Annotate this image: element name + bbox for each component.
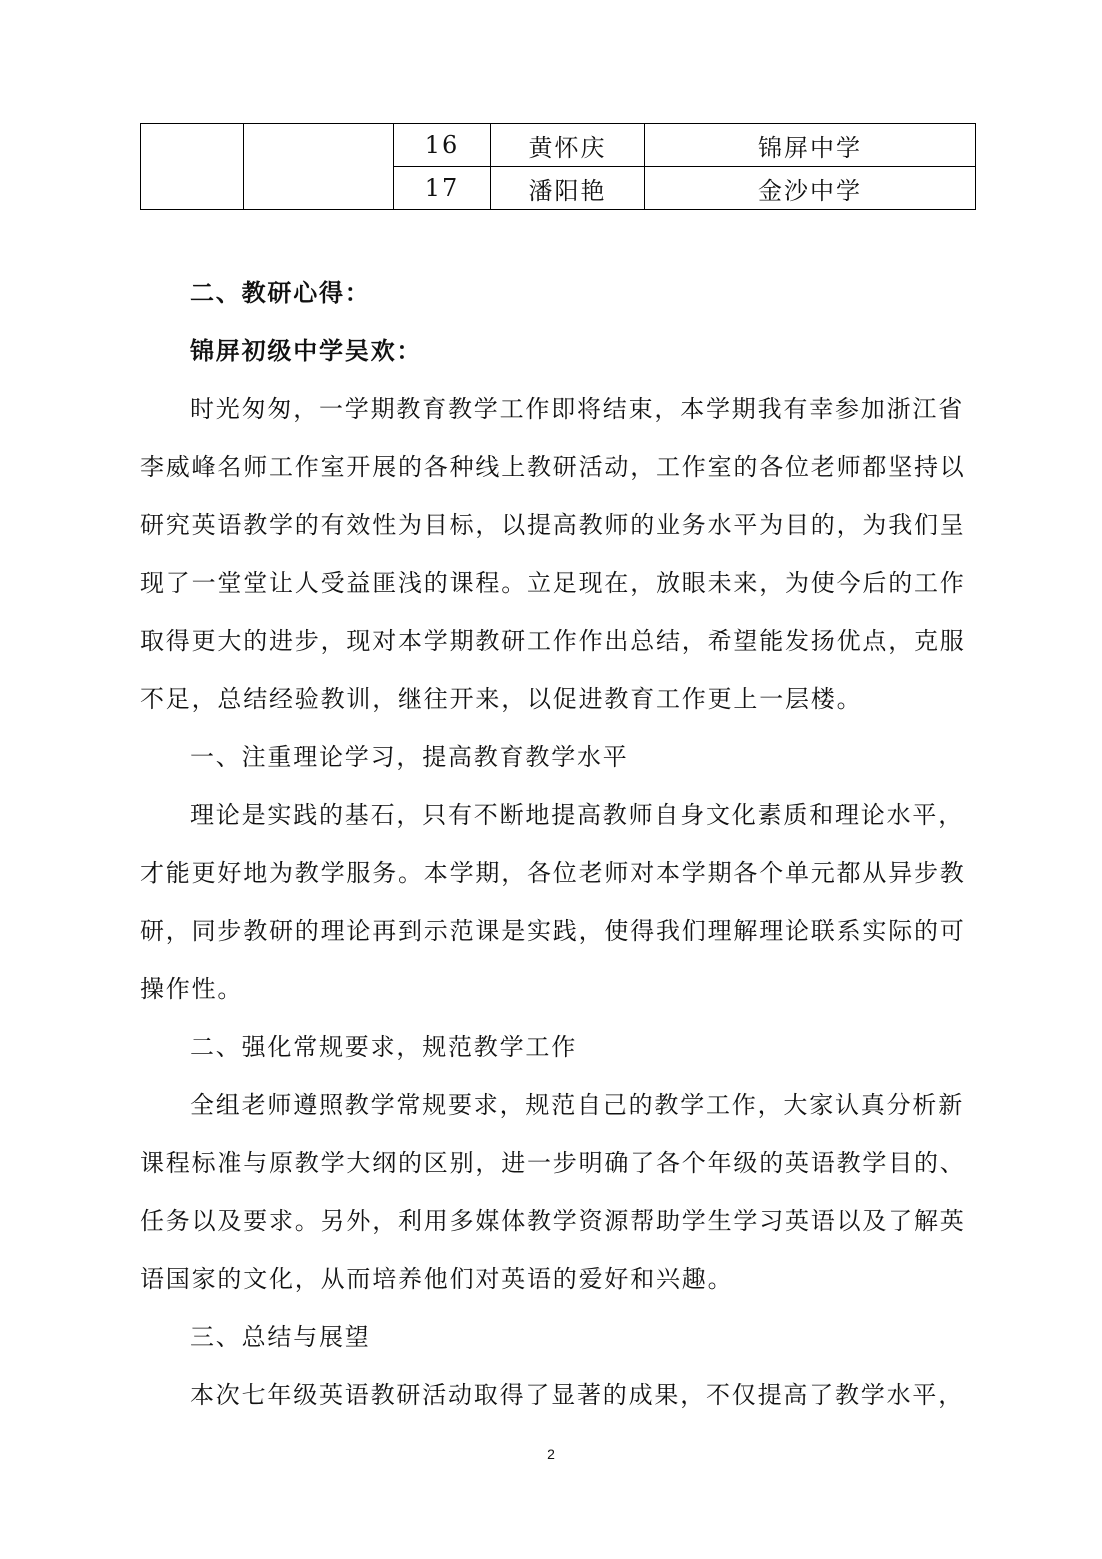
paragraph: 时光匆匆，一学期教育教学工作即将结束，本学期我有幸参加浙江省李威峰名师工作室开展的各种线上教研活动，工作室的各位老师都坚持以研究英语教学的有效性为目标，以提高教师的业务水平为目的，为我们呈现了一堂堂让人受益匪浅的课程。立足现在，放眼未来，为使今后的工作取得更大的进步，现对本学期教研工作作出总结，希望能发扬优点，克服不足，总结经验教训，继往开来，以促进教育工作更上一层楼。 — [140, 395, 966, 713]
participant-table — [140, 123, 976, 210]
paragraph: 全组老师遵照教学常规要求，规范自己的教学工作，大家认真分析新课程标准与原教学大纲的区别，进一步明确了各个年级的英语教学目的、任务以及要求。另外，利用多媒体教学资源帮助学生学习英语以及了解英语国家的文化，从而培养他们对英语的爱好和兴趣。 — [140, 1091, 966, 1293]
subheading: 三、总结与展望 — [190, 1323, 371, 1351]
table-row — [141, 124, 976, 167]
table-cell-name: 黄怀庆 — [491, 124, 645, 167]
table-cell-school: 金沙中学 — [645, 167, 976, 210]
table-cell-name: 潘阳艳 — [491, 167, 645, 210]
table-cell — [244, 124, 394, 210]
table-cell — [141, 124, 244, 210]
subheading: 二、强化常规要求，规范教学工作 — [190, 1033, 577, 1061]
section-title: 二、教研心得： — [190, 279, 371, 307]
subheading: 一、注重理论学习，提高教育教学水平 — [190, 743, 629, 771]
paragraph: 理论是实践的基石，只有不断地提高教师自身文化素质和理论水平，才能更好地为教学服务。本学期，各位老师对本学期各个单元都从异步教研，同步教研的理论再到示范课是实践，使得我们理解理论联系实际的可操作性。 — [140, 801, 966, 1003]
document-body — [140, 264, 970, 1424]
page-number: 2 — [547, 1446, 555, 1462]
table-cell-number: 17 — [394, 167, 491, 210]
paragraph: 本次七年级英语教研活动取得了显著的成果，不仅提高了教学水平， — [190, 1381, 964, 1409]
author-line: 锦屏初级中学吴欢： — [190, 337, 423, 365]
table-cell-school: 锦屏中学 — [645, 124, 976, 167]
table-cell-number: 16 — [394, 124, 491, 167]
